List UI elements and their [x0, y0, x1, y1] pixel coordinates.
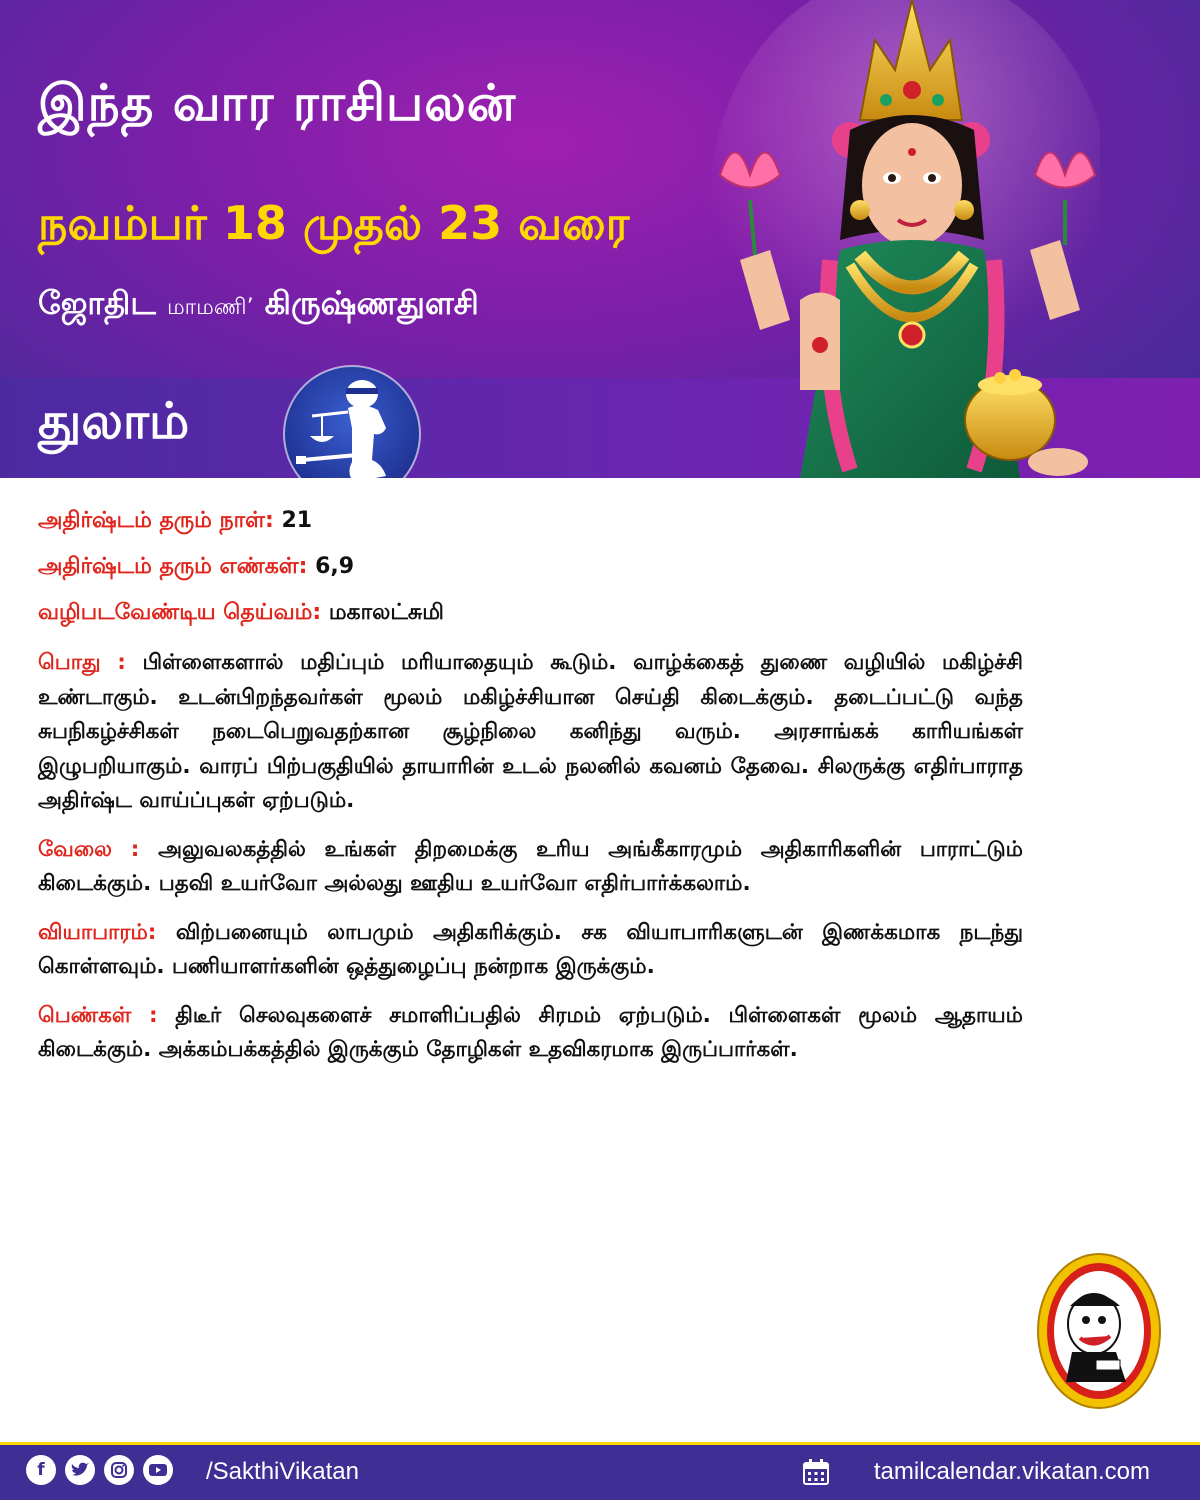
- section-business: [38, 916, 1023, 985]
- section-work: [38, 833, 1023, 902]
- section-women-label: பெண்கள் :: [38, 1002, 158, 1028]
- zodiac-sign-name: துலாம்: [38, 392, 190, 450]
- section-work-label: வேலை :: [38, 836, 140, 862]
- astrologer-prefix: ஜோதிட: [38, 284, 156, 322]
- calendar-icon: [802, 1458, 830, 1486]
- astrologer-name: கிருஷ்ணதுளசி: [264, 284, 479, 322]
- twitter-icon[interactable]: [65, 1455, 95, 1485]
- goddess-lakshmi-image: [700, 0, 1100, 478]
- youtube-icon[interactable]: [143, 1455, 173, 1485]
- instagram-icon[interactable]: [104, 1455, 134, 1485]
- header-banner: [0, 0, 1200, 478]
- social-icons: [26, 1455, 173, 1485]
- section-women-text: திடீர் செலவுகளைச் சமாளிப்பதில் சிரமம் ஏற்படும். பிள்ளைகள் மூலம் ஆதாயம் கிடைக்கும். அக்கம்பக்கத்தில் இருக்கும் தோழிகள் உதவிகரமாக இருப்பார்கள்.: [38, 1002, 1023, 1062]
- lucky-numbers: [38, 554, 1023, 582]
- footer: [0, 1442, 1200, 1500]
- page-title: இந்த வார ராசிபலன்: [38, 74, 517, 132]
- vikatan-logo: [1036, 1252, 1162, 1410]
- section-business-text: விற்பனையும் லாபமும் அதிகரிக்கும். சக வியாபாரிகளுடன் இணக்கமாக நடந்து கொள்ளவும். பணியாளர்களின் ஒத்துழைப்பு நன்றாக இருக்கும்.: [38, 919, 1023, 979]
- horoscope-content: [38, 508, 1023, 1082]
- section-work-text: அலுவலகத்தில் உங்கள் திறமைக்கு உரிய அங்கீகாரமும் அதிகாரிகளின் பாராட்டும் கிடைக்கும். பதவி உயர்வோ அல்லது ஊதிய உயர்வோ எதிர்பார்க்கலாம்.: [38, 836, 1023, 896]
- libra-icon: [282, 364, 422, 478]
- lucky-day: [38, 508, 1023, 536]
- astrologer-credit: [38, 284, 479, 326]
- section-general: [38, 646, 1023, 819]
- astrologer-title: மாமணி’: [166, 295, 254, 320]
- website-link[interactable]: tamilcalendar.vikatan.com: [873, 1458, 1150, 1485]
- section-business-label: வியாபாரம்:: [38, 919, 157, 945]
- lucky-day-label: அதிர்ஷ்டம் தரும் நாள்:: [38, 508, 274, 533]
- lucky-numbers-value: 6,9: [315, 554, 355, 579]
- section-general-text: பிள்ளைகளால் மதிப்பும் மரியாதையும் கூடும். வாழ்க்கைத் துணை வழியில் மகிழ்ச்சி உண்டாகும். உடன்பிறந்தவர்கள் மூலம் மகிழ்ச்சியான செய்தி கிடைக்கும். தடைப்பட்டு வந்த சுபநிகழ்ச்சிகள் நடைபெறுவதற்கான சூழ்நிலை கனிந்து வரும். அரசாங்கக் காரியங்கள் இழுபறியாகும். வாரப் பிற்பகுதியில் தாயாரின் உடல் நலனில் கவனம் தேவை. சிலருக்கு எதிர்பாராத அதிர்ஷ்ட வாய்ப்புகள் ஏற்படும்.: [38, 650, 1023, 813]
- section-general-label: பொது :: [38, 650, 126, 675]
- lucky-numbers-label: அதிர்ஷ்டம் தரும் எண்கள்:: [38, 554, 308, 579]
- section-women: [38, 999, 1023, 1068]
- worship-deity-value: மகாலட்சுமி: [328, 600, 444, 625]
- social-handle[interactable]: /SakthiVikatan: [206, 1458, 359, 1485]
- worship-deity-label: வழிபடவேண்டிய தெய்வம்:: [38, 600, 322, 625]
- lucky-day-value: 21: [281, 508, 313, 533]
- worship-deity: [38, 600, 1023, 628]
- facebook-icon[interactable]: f: [26, 1455, 56, 1485]
- date-range: நவம்பர் 18 முதல் 23 வரை: [38, 196, 630, 250]
